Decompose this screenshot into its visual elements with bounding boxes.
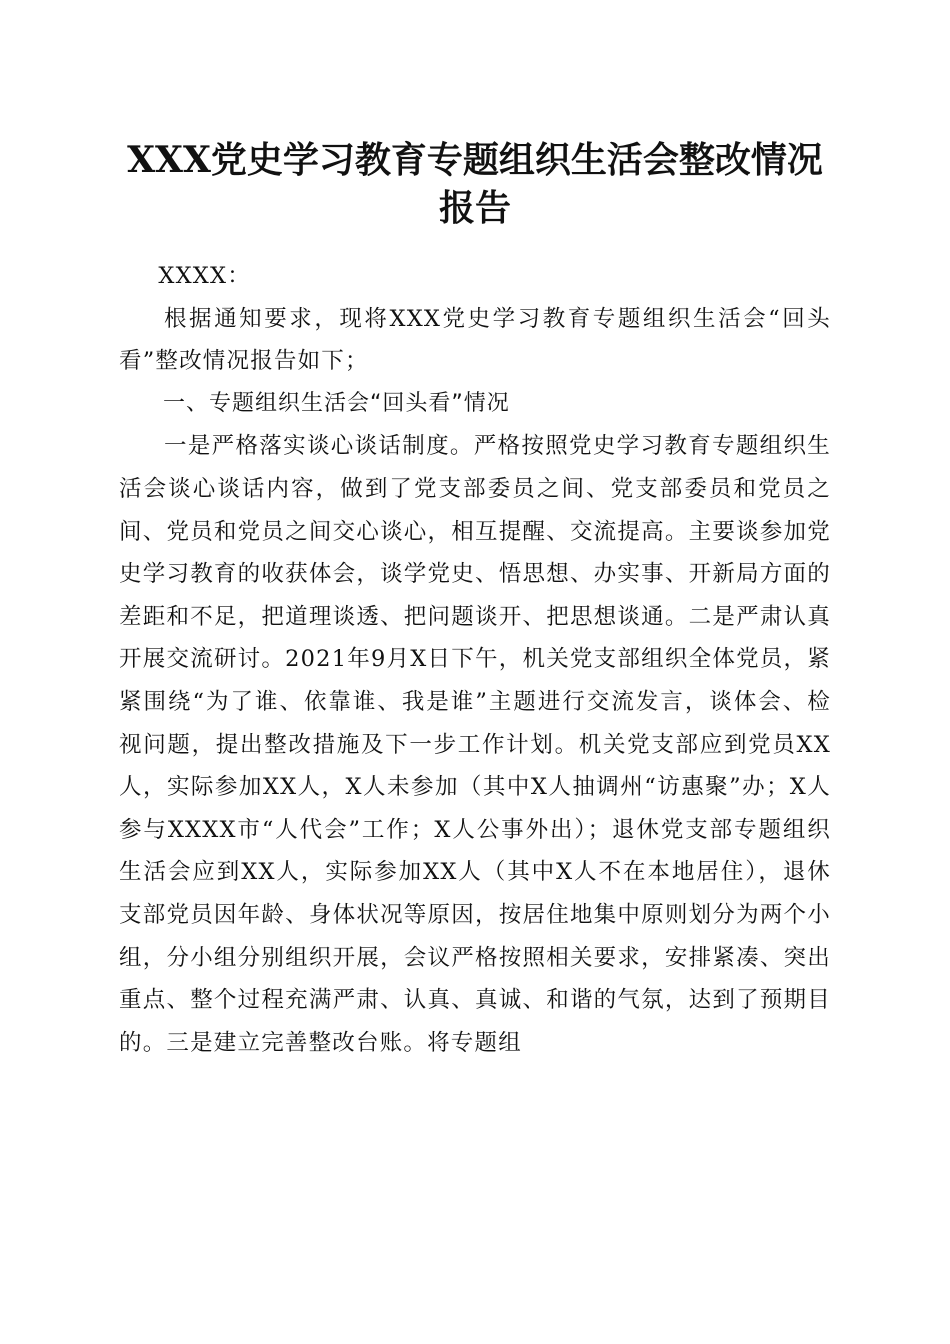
section-heading: 一、专题组织生活会“回头看”情况 <box>163 390 510 416</box>
salutation: XXXX： <box>158 263 251 289</box>
document-body <box>119 255 831 1064</box>
title-line-2: 报告 <box>438 187 511 229</box>
document-title <box>100 136 850 232</box>
title-line-1: XXX党史学习教育专题组织生活会整改情况 <box>127 139 823 181</box>
intro-paragraph: 根据通知要求，现将XXX党史学习教育专题组织生活会“回头看”整改情况报告如下； <box>119 305 831 375</box>
body-paragraph: 一是严格落实谈心谈话制度。严格按照党史学习教育专题组织生活会谈心谈话内容，做到了党支部委员之间、党支部委员和党员之间、党员和党员之间交心谈心，相互提醒、交流提高。主要谈参加党史学习教育的收获体会，谈学党史、悟思想、办实事、开新局方面的差距和不足，把道理谈透、把问题谈开、把思想谈通。二是严肃认真开展交流研讨。2021年9月X日下午，机关党支部组织全体党员，紧紧围绕“为了谁、依靠谁、我是谁”主题进行交流发言，谈体会、检视问题，提出整改措施及下一步工作计划。机关党支部应到党员XX人，实际参加XX人，X人未参加（其中X人抽调州“访惠聚”办；X人参与XXXX市“人代会”工作；X人公事外出）；退休党支部专题组织生活会应到XX人，实际参加XX人（其中X人不在本地居住），退休支部党员因年龄、身体状况等原因，按居住地集中原则划分为两个小组，分小组分别组织开展，会议严格按照相关要求，安排紧凑、突出重点、整个过程充满严肃、认真、真诚、和谐的气氛，达到了预期目的。三是建立完善整改台账。将专题组 <box>119 433 831 1056</box>
